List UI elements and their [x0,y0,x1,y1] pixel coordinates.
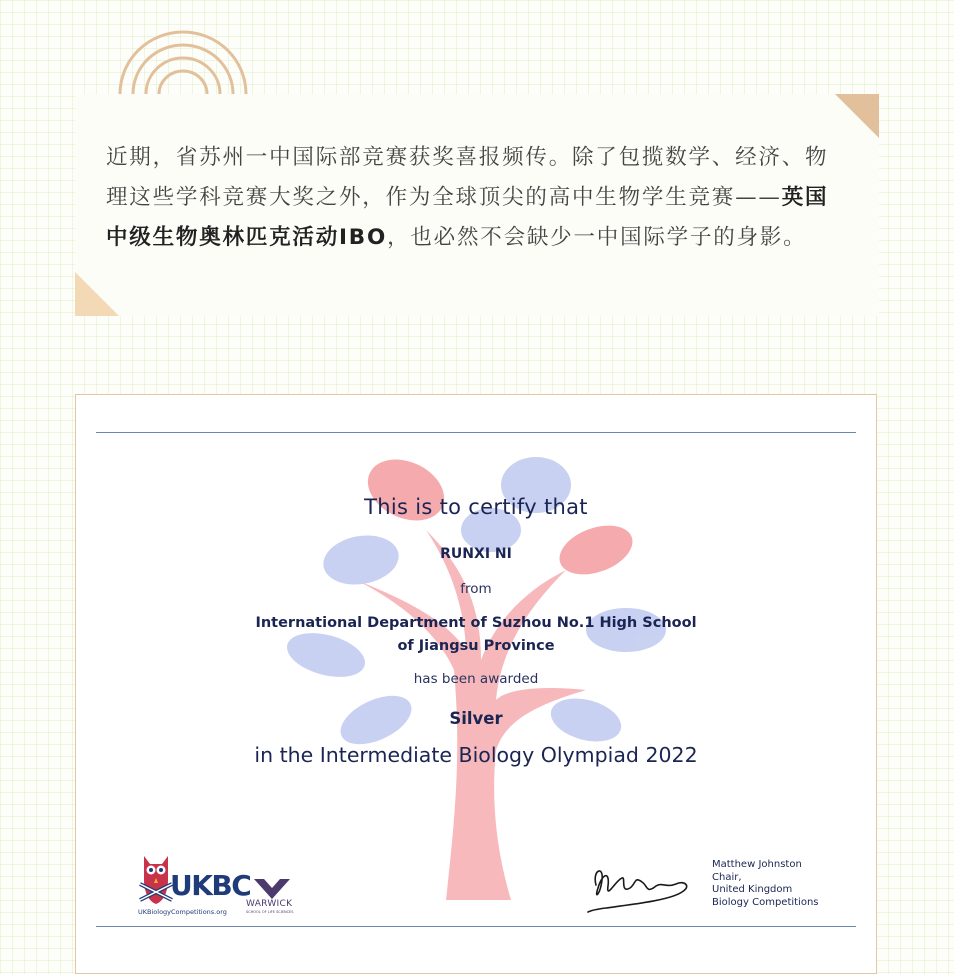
signature-icon [586,860,706,915]
signer-title: Chair, [712,871,742,883]
ukbc-logo [136,850,251,920]
award-level: Silver [449,709,503,728]
awarded-label: has been awarded [413,671,539,687]
corner-triangle-icon [75,272,119,316]
intro-text-after: ，也必然不会缺少一中国际学子的身影。 [387,225,807,250]
signer-name: Matthew Johnston [712,859,802,870]
certify-line: This is to certify that [364,495,588,519]
arch-decoration-icon [118,30,248,96]
intro-card [75,94,879,316]
ukbc-url: UKBiologyCompetitions.org [138,908,227,916]
intro-text-before: 近期，省苏州一中国际部竞赛获奖喜报频传。除了包揽数学、经济、物理这些学科竞赛大奖之外，作为全球顶尖的高中生物学生竞赛—— [106,145,829,210]
signer-org-line-1: United Kingdom [712,884,793,896]
school-line-2: of Jiangsu Province [397,638,555,654]
warwick-logo [246,879,306,919]
corner-triangle-icon [835,94,879,138]
intro-text-bold: 英国中级生物奥林匹克活动IBO [106,185,829,250]
warwick-w-icon [254,879,290,899]
competition-name: in the Intermediate Biology Olympiad 2022 [254,743,698,767]
ukbc-logo-text: UKBC [170,869,251,902]
certificate-image [75,394,877,974]
school-name [76,612,876,658]
signer-block [712,859,819,910]
certificate-top-rule [96,432,856,433]
recipient-name: RUNXI NI [440,546,512,562]
signer-org-line-2: Biology Competitions [712,897,819,909]
intro-paragraph [106,138,851,258]
warwick-subtitle: SCHOOL OF LIFE SCIENCES [246,910,294,914]
from-label: from [460,581,492,597]
certificate-bottom-rule [96,926,856,927]
school-line-1: International Department of Suzhou No.1 High School [255,615,697,631]
warwick-name: WARWICK [246,899,293,909]
